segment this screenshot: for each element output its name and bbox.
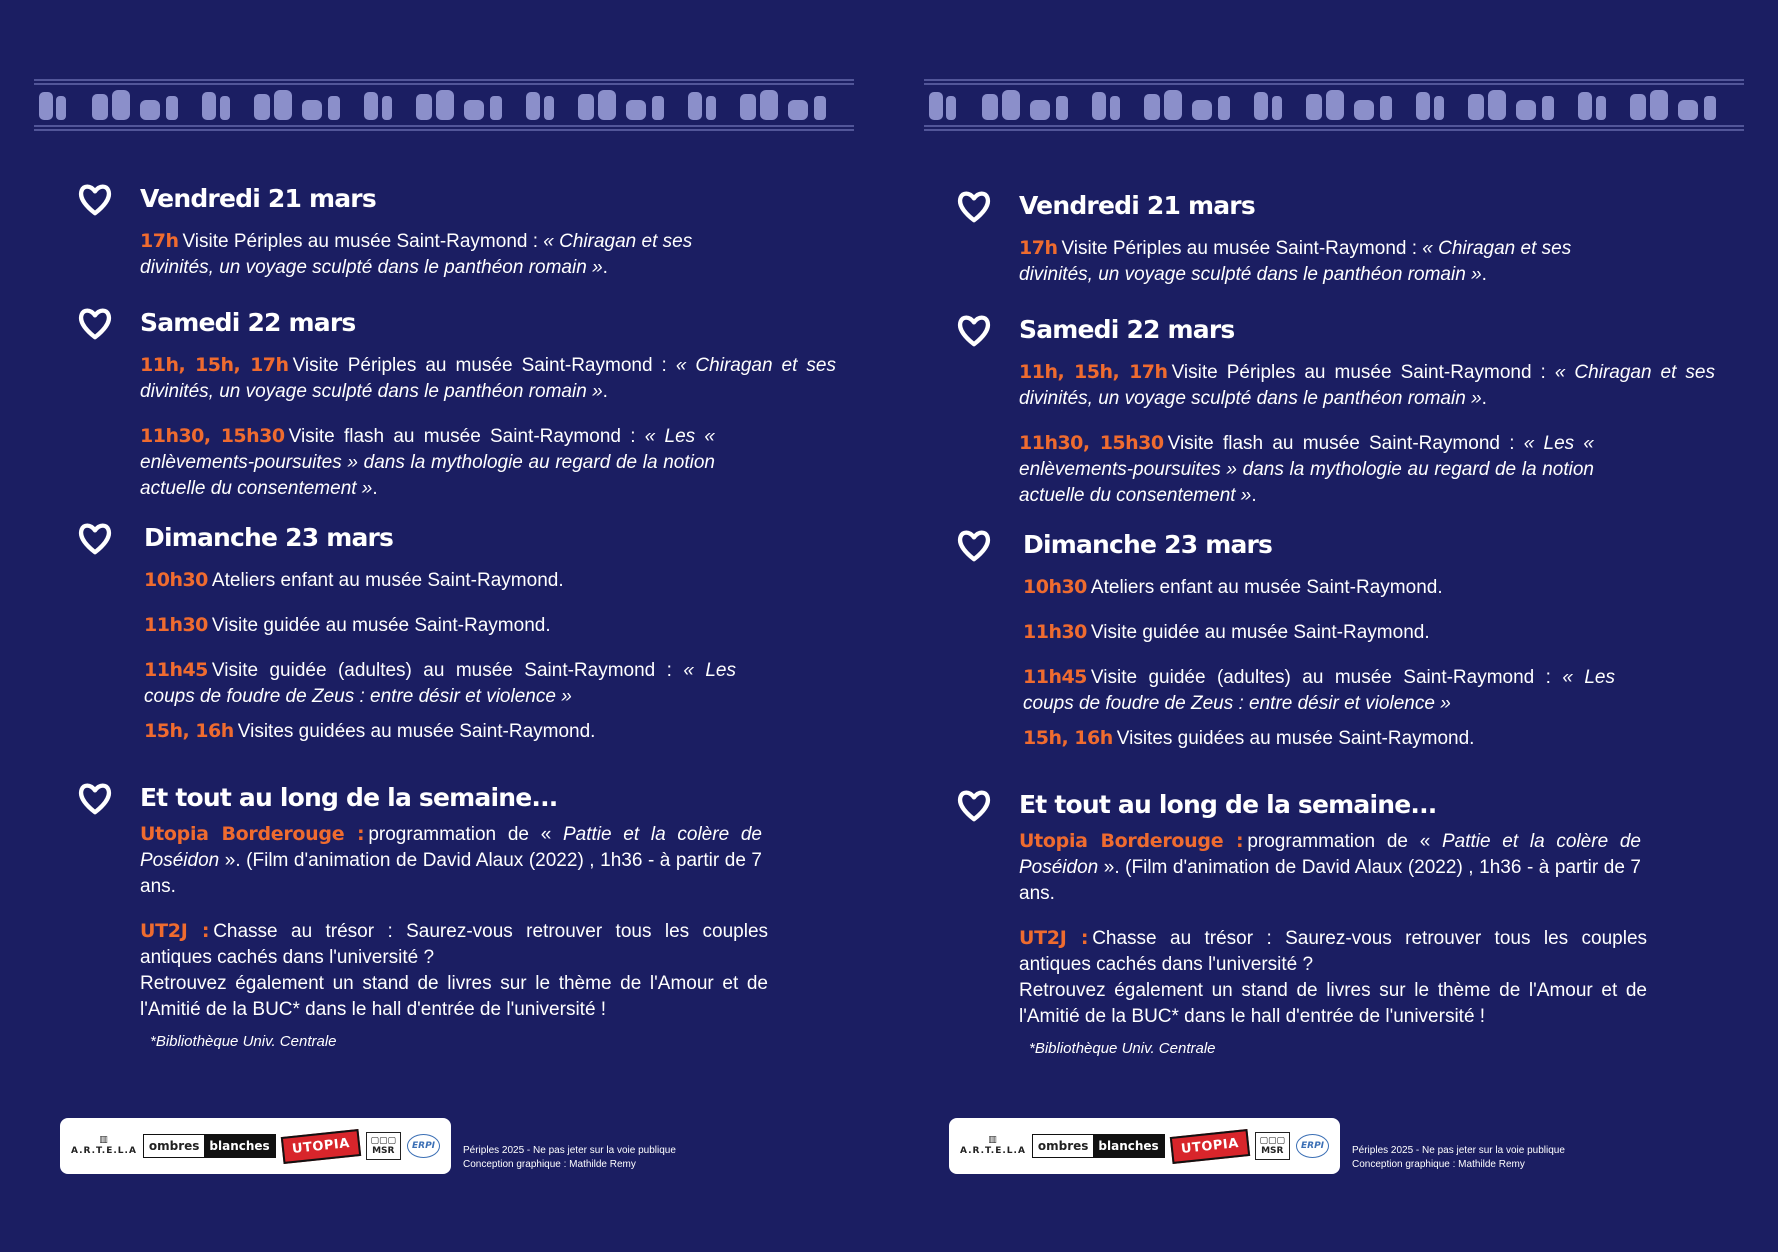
schedule-entry [144, 612, 736, 639]
entry-text-2: Retrouvez également un stand de livres sur le thème de l'Amour et de l'Amitié de la BUC* dans le hall d'entrée de l'université ! [1019, 980, 1647, 1027]
schedule-entry [140, 423, 715, 502]
day-friday [140, 184, 740, 299]
day-week [140, 783, 768, 1050]
entry-quote: « Les coups de foudre de Zeus : entre désir et violence » [1023, 667, 1615, 714]
time-label: 17h [1019, 237, 1058, 259]
entry-text: Ateliers enfant au musée Saint-Raymond. [1090, 577, 1443, 598]
frieze-decoration [34, 70, 854, 140]
day-title: Dimanche 23 mars [1023, 530, 1273, 559]
day-saturday [140, 308, 836, 520]
day-title: Samedi 22 mars [140, 308, 356, 337]
venue-label: Utopia Borderouge : [140, 823, 365, 845]
heart-icon [955, 311, 993, 349]
schedule-entry [140, 821, 762, 900]
day-saturday [1019, 315, 1715, 527]
entry-pre: programmation de « [368, 824, 563, 845]
partner-logos [60, 1118, 451, 1174]
time-label: 10h30 [1023, 576, 1087, 598]
entry-after: . [1481, 264, 1487, 285]
heart-icon [76, 180, 114, 218]
entry-text: Visites guidées au musée Saint-Raymond. [1116, 728, 1475, 749]
entry-quote: « Chiragan et ses divinités, un voyage sculpté dans le panthéon romain » [140, 231, 693, 278]
entry-post: ». (Film d'animation de David Alaux (2022) , 1h36 - à partir de 7 ans. [140, 850, 762, 897]
time-label: 10h30 [144, 569, 208, 591]
entry-pre: programmation de « [1247, 831, 1442, 852]
credits-line-1: Périples 2025 - Ne pas jeter sur la voie publique [1352, 1145, 1565, 1156]
schedule-entry [1019, 828, 1641, 907]
entry-quote: « Chiragan et ses divinités, un voyage sculpté dans le panthéon romain » [1019, 238, 1572, 285]
schedule-entry [1019, 925, 1647, 1030]
msr-logo: ▢▢▢ MSR [366, 1132, 402, 1160]
entry-text: Ateliers enfant au musée Saint-Raymond. [211, 570, 564, 591]
schedule-entry [144, 657, 736, 710]
day-title: Vendredi 21 mars [1019, 191, 1255, 220]
time-label: 11h30 [144, 614, 208, 636]
schedule-entry [1023, 664, 1615, 717]
entry-after: . [602, 257, 608, 278]
venue-label: UT2J : [140, 920, 210, 942]
entry-text: Visite guidée (adultes) au musée Saint-Raymond : [1090, 667, 1563, 688]
schedule-entry [140, 352, 836, 405]
time-label: 17h [140, 230, 179, 252]
entry-quote: « Les « enlèvements-poursuites » dans la mythologie au regard de la notion actuelle du consentement » [1019, 433, 1594, 506]
entry-quote: Pattie et la colère de Poséidon [1019, 831, 1641, 878]
entry-quote: « Chiragan et ses divinités, un voyage sculpté dans le panthéon romain » [1019, 362, 1715, 409]
heart-icon [955, 187, 993, 225]
time-label: 11h, 15h, 17h [140, 354, 289, 376]
entry-text: Chasse au trésor : Saurez-vous retrouver tous les couples antiques cachés dans l'université ? [140, 921, 769, 968]
entry-quote: « Les coups de foudre de Zeus : entre désir et violence » [144, 660, 736, 707]
entry-text: Visite flash au musée Saint-Raymond : [288, 426, 645, 447]
day-title: Et tout au long de la semaine... [1019, 790, 1437, 819]
time-label: 11h45 [144, 659, 208, 681]
time-label: 11h, 15h, 17h [1019, 361, 1168, 383]
credits-line-2: Conception graphique : Mathilde Remy [463, 1159, 636, 1170]
day-friday [1019, 191, 1619, 306]
utopia-logo: UTOPIA [280, 1129, 360, 1164]
schedule-entry [1019, 430, 1594, 509]
day-title: Et tout au long de la semaine... [140, 783, 558, 812]
schedule-entry [1023, 619, 1615, 646]
day-title: Vendredi 21 mars [140, 184, 376, 213]
entry-after: . [602, 381, 608, 402]
schedule-entry [144, 567, 736, 594]
entry-quote: Pattie et la colère de Poséidon [140, 824, 762, 871]
entry-text: Visite flash au musée Saint-Raymond : [1167, 433, 1524, 454]
ombres-blanches-logo: ombres blanches [143, 1134, 276, 1158]
erpi-logo: ERPI [407, 1134, 440, 1158]
time-label: 15h, 16h [144, 720, 234, 742]
heart-icon [955, 786, 993, 824]
partner-logos [949, 1118, 1340, 1174]
venue-label: Utopia Borderouge : [1019, 830, 1244, 852]
entry-quote: « Les « enlèvements-poursuites » dans la mythologie au regard de la notion actuelle du consentement » [140, 426, 715, 499]
entry-text-2: Retrouvez également un stand de livres sur le thème de l'Amour et de l'Amitié de la BUC* dans le hall d'entrée de l'université ! [140, 973, 768, 1020]
day-sunday [1023, 530, 1615, 770]
credits-line-1: Périples 2025 - Ne pas jeter sur la voie publique [463, 1145, 676, 1156]
entry-text: Visite guidée au musée Saint-Raymond. [1090, 622, 1430, 643]
time-label: 15h, 16h [1023, 727, 1113, 749]
entry-text: Visites guidées au musée Saint-Raymond. [237, 721, 596, 742]
entry-text: Visite guidée (adultes) au musée Saint-Raymond : [211, 660, 684, 681]
schedule-entry [1023, 574, 1615, 601]
entry-text: Chasse au trésor : Saurez-vous retrouver tous les couples antiques cachés dans l'université ? [1019, 928, 1648, 975]
credits-line-2: Conception graphique : Mathilde Remy [1352, 1159, 1525, 1170]
credits [463, 1144, 676, 1172]
ombres-blanches-logo: ombres blanches [1032, 1134, 1165, 1158]
entry-text: Visite Périples au musée Saint-Raymond : [1061, 238, 1423, 259]
time-label: 11h30, 15h30 [1019, 432, 1164, 454]
day-sunday [144, 523, 736, 763]
entry-text: Visite guidée au musée Saint-Raymond. [211, 615, 551, 636]
time-label: 11h30 [1023, 621, 1087, 643]
day-week [1019, 790, 1647, 1057]
entry-text: Visite Périples au musée Saint-Raymond : [1171, 362, 1555, 383]
entry-text: Visite Périples au musée Saint-Raymond : [182, 231, 544, 252]
erpi-logo: ERPI [1296, 1134, 1329, 1158]
frieze-decoration [924, 70, 1744, 140]
footnote: *Bibliothèque Univ. Centrale [1029, 1040, 1216, 1057]
schedule-entry [140, 918, 768, 1023]
venue-label: UT2J : [1019, 927, 1089, 949]
right-panel [889, 0, 1778, 1252]
artela-logo: ▥ A.R.T.E.L.A [959, 1135, 1026, 1156]
time-label: 11h30, 15h30 [140, 425, 285, 447]
msr-logo: ▢▢▢ MSR [1255, 1132, 1291, 1160]
entry-after: . [1251, 485, 1257, 506]
heart-icon [76, 779, 114, 817]
entry-quote: « Chiragan et ses divinités, un voyage sculpté dans le panthéon romain » [140, 355, 836, 402]
credits [1352, 1144, 1565, 1172]
schedule-entry [1019, 235, 1619, 288]
day-title: Samedi 22 mars [1019, 315, 1235, 344]
entry-post: ». (Film d'animation de David Alaux (2022) , 1h36 - à partir de 7 ans. [1019, 857, 1641, 904]
entry-text: Visite Périples au musée Saint-Raymond : [292, 355, 676, 376]
heart-icon [955, 526, 993, 564]
artela-logo: ▥ A.R.T.E.L.A [70, 1135, 137, 1156]
entry-after: . [372, 478, 378, 499]
schedule-entry [1019, 359, 1715, 412]
schedule-entry [1023, 725, 1615, 752]
utopia-logo: UTOPIA [1169, 1129, 1249, 1164]
heart-icon [76, 304, 114, 342]
schedule-entry [140, 228, 740, 281]
schedule-entry [144, 718, 736, 745]
time-label: 11h45 [1023, 666, 1087, 688]
day-title: Dimanche 23 mars [144, 523, 394, 552]
heart-icon [76, 519, 114, 557]
footnote: *Bibliothèque Univ. Centrale [150, 1033, 337, 1050]
entry-after: . [1481, 388, 1487, 409]
